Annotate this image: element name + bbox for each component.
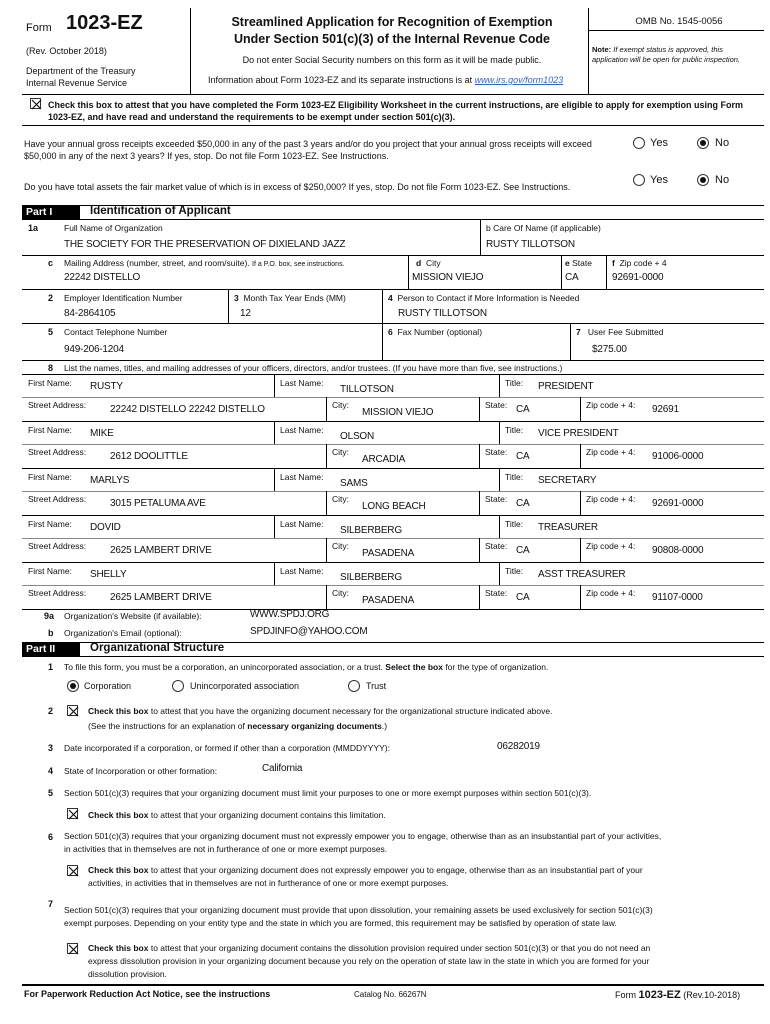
total-assets-no-radio[interactable] — [697, 174, 709, 186]
ssn-notice: Do not enter Social Security numbers on this form as it will be made public. — [242, 55, 542, 65]
officer-zip[interactable]: 90808-0000 — [652, 545, 704, 556]
footer-form-id: Form 1023-EZ (Rev.10-2018) — [615, 989, 741, 1001]
gross-receipts-no-radio[interactable] — [697, 137, 709, 149]
gross-receipts-no-label: No — [715, 137, 730, 149]
purpose-limit-checkbox[interactable] — [67, 808, 78, 819]
eligibility-attest-checkbox[interactable] — [30, 98, 41, 109]
p2-line-3-number: 3 — [48, 743, 54, 753]
empower-question-line1: Section 501(c)(3) requires that your organizing document must not expressly empower you to engage, otherwise than as an insubstantial part of your activities, — [64, 831, 662, 841]
corporation-radio[interactable] — [67, 680, 79, 692]
gross-receipts-question-line2: $50,000 in any of the next 3 years? If yes, stop. Do not file Form 1023-EZ. See Instructions. — [24, 151, 389, 161]
officer-zip-label: Zip code + 4: — [586, 447, 636, 457]
state-label: e State — [565, 258, 592, 268]
officer-first-label: First Name: — [28, 566, 72, 576]
contact-person-label: 4 Person to Contact if More Information is Needed — [388, 293, 580, 303]
organizing-document-text: Check this box to attest that you have the organizing document necessary for the organizational structure indicated above. — [88, 706, 553, 716]
line-5-number: 5 — [48, 327, 54, 337]
check-x-icon — [31, 99, 42, 110]
officer-street-label: Street Address: — [28, 494, 87, 504]
officer-street-label: Street Address: — [28, 447, 87, 457]
officer-street-label: Street Address: — [28, 541, 87, 551]
omb-number: OMB No. 1545-0056 — [635, 16, 723, 27]
check-x-icon — [68, 706, 79, 717]
p2-line-1-number: 1 — [48, 662, 54, 672]
p2-line-5-number: 5 — [48, 788, 54, 798]
officer-street-label: Street Address: — [28, 588, 87, 598]
officer-state-label: State: — [485, 494, 508, 504]
officer-state-label: State: — [485, 447, 508, 457]
line-2-number: 2 — [48, 293, 54, 303]
organizing-document-subtext: (See the instructions for an explanation of necessary organizing documents.) — [88, 721, 388, 731]
officer-city-label: City: — [332, 588, 349, 598]
ein-value[interactable]: 84-2864105 — [64, 308, 116, 319]
form-revision: (Rev. October 2018) — [26, 46, 107, 56]
email-label: Organization's Email (optional): — [64, 628, 182, 638]
part2-title: Organizational Structure — [90, 642, 225, 654]
line-1c-number: c — [48, 258, 54, 268]
phone-value[interactable]: 949-206-1204 — [64, 344, 124, 355]
user-fee-value[interactable]: $275.00 — [592, 344, 627, 355]
public-inspection-note: Note: If exempt status is approved, this application will be open for public inspection. — [592, 45, 741, 64]
officer-street[interactable]: 3015 PETALUMA AVE — [110, 498, 206, 509]
officer-title-label: Title: — [505, 425, 524, 435]
officer-street[interactable]: 2612 DOOLITTLE — [110, 451, 188, 462]
form-title-line1: Streamlined Application for Recognition of Exemption — [231, 15, 553, 29]
officer-city[interactable]: PASADENA — [362, 595, 415, 606]
officer-first-name[interactable]: MIKE — [90, 428, 114, 439]
corporation-label: Corporation — [84, 681, 132, 691]
dissolution-question-line2: exempt purposes. Depending on your entity type and the state in which you are formed, this requirement may be satisfied by operation of state law. — [64, 918, 617, 928]
officer-last-label: Last Name: — [280, 519, 324, 529]
officer-first-name[interactable]: SHELLY — [90, 569, 127, 580]
unincorporated-radio[interactable] — [172, 680, 184, 692]
officer-last-name[interactable]: SAMS — [340, 478, 368, 489]
part2-label: Part II — [22, 642, 80, 656]
department-line2: Internal Revenue Service — [26, 78, 128, 88]
officer-state[interactable]: CA — [516, 404, 530, 415]
eligibility-attest-text: Check this box to attest that you have completed the Form 1023-EZ Eligibility Worksheet in the current instructions, are eligible to apply for exemption using Form 1023-EZ, and have read and understand the requirements to be exempt under section 501(c)(3). — [48, 100, 743, 122]
officer-zip[interactable]: 91006-0000 — [652, 451, 704, 462]
fax-label: 6 Fax Number (optional) — [388, 327, 483, 337]
state-value[interactable]: CA — [565, 272, 579, 283]
mailing-address-value[interactable]: 22242 DISTELLO — [64, 272, 141, 283]
officer-state-label: State: — [485, 400, 508, 410]
officer-city[interactable]: LONG BEACH — [362, 501, 426, 512]
email-value[interactable]: SPDJINFO@YAHOO.COM — [250, 626, 368, 637]
gross-receipts-yes-radio[interactable] — [633, 137, 645, 149]
total-assets-yes-label: Yes — [650, 174, 668, 186]
officers-instruction: List the names, titles, and mailing addresses of your officers, directors, and/or trustees. (If you have more than five, see instructions.) — [64, 363, 563, 373]
tax-year-value[interactable]: 12 — [240, 308, 251, 319]
officer-last-name[interactable]: SILBERBERG — [340, 572, 402, 583]
dissolution-text-line1: Check this box to attest that your organizing document contains the dissolution provision required under section 501(c)(3) or that you do not need an — [88, 943, 651, 953]
line-8-number: 8 — [48, 363, 54, 373]
officer-city[interactable]: ARCADIA — [362, 454, 406, 465]
org-name-value[interactable]: THE SOCIETY FOR THE PRESERVATION OF DIXIELAND JAZZ — [64, 239, 346, 250]
officer-first-label: First Name: — [28, 519, 72, 529]
purpose-limit-text: Check this box to attest that your organizing document contains this limitation. — [88, 810, 386, 820]
p2-line-7-number: 7 — [48, 899, 54, 909]
empower-question-line2: in activities that in themselves are not in furtherance of one or more exempt purposes. — [64, 844, 388, 854]
officer-zip[interactable]: 92691-0000 — [652, 498, 704, 509]
contact-person-value[interactable]: RUSTY TILLOTSON — [398, 308, 487, 319]
officer-last-label: Last Name: — [280, 378, 324, 388]
city-value[interactable]: MISSION VIEJO — [412, 272, 484, 283]
user-fee-label: 7 User Fee Submitted — [576, 327, 664, 337]
unincorporated-label: Unincorporated association — [190, 681, 300, 691]
officer-title-label: Title: — [505, 472, 524, 482]
p2-line-6-number: 6 — [48, 832, 54, 842]
p2-line-2-number: 2 — [48, 706, 54, 716]
officer-street[interactable]: 2625 LAMBERT DRIVE — [110, 545, 212, 556]
officer-zip-label: Zip code + 4: — [586, 400, 636, 410]
form-label: Form — [26, 22, 52, 34]
gross-receipts-question-line1: Have your annual gross receipts exceeded $50,000 in any of the past 3 years and/or do you project that your annual gross receipts will exceed — [24, 139, 592, 149]
officer-zip-label: Zip code + 4: — [586, 588, 636, 598]
tax-year-label: 3 Month Tax Year Ends (MM) — [234, 293, 346, 303]
info-text: Information about Form 1023-EZ and its separate instructions is at www.irs.gov/form1023 — [208, 75, 564, 85]
officer-state[interactable]: CA — [516, 592, 530, 603]
officer-last-name[interactable]: TILLOTSON — [340, 384, 394, 395]
officer-city[interactable]: MISSION VIEJO — [362, 407, 434, 418]
trust-label: Trust — [366, 681, 387, 691]
dissolution-question-line1: Section 501(c)(3) requires that your organizing document must provide that upon dissolution, your remaining assets be used exclusively for section 501(c)(3) — [64, 905, 653, 915]
officer-city-label: City: — [332, 494, 349, 504]
officer-first-label: First Name: — [28, 472, 72, 482]
officer-title[interactable]: TREASURER — [538, 522, 598, 533]
officer-state[interactable]: CA — [516, 498, 530, 509]
officer-state[interactable]: CA — [516, 451, 530, 462]
incorporation-date-value[interactable]: 06282019 — [497, 741, 540, 752]
officer-zip[interactable]: 91107-0000 — [652, 592, 703, 603]
total-assets-no-label: No — [715, 174, 730, 186]
care-of-value[interactable]: RUSTY TILLOTSON — [486, 239, 575, 250]
line-1a-number: 1a — [28, 223, 39, 233]
officer-street[interactable]: 2625 LAMBERT DRIVE — [110, 592, 212, 603]
website-value[interactable]: WWW.SPDJ.ORG — [250, 609, 330, 620]
part1-label: Part I — [22, 205, 80, 219]
officer-zip-label: Zip code + 4: — [586, 541, 636, 551]
line-9b-number: b — [48, 628, 54, 638]
phone-label: Contact Telephone Number — [64, 327, 168, 337]
form-title-line2: Under Section 501(c)(3) of the Internal Revenue Code — [233, 32, 551, 46]
check-x-icon — [68, 944, 79, 955]
state-formation-label: State of Incorporation or other formation: — [64, 766, 218, 776]
officer-first-name[interactable]: DOVID — [90, 522, 121, 533]
officer-title[interactable]: ASST TREASURER — [538, 569, 626, 580]
total-assets-yes-radio[interactable] — [633, 174, 645, 186]
officer-city-label: City: — [332, 447, 349, 457]
state-formation-value[interactable]: California — [262, 763, 303, 774]
empower-text-line1: Check this box to attest that your organizing document does not expressly empower you to engage, otherwise than as an insubstantial part of your — [88, 865, 643, 875]
check-x-icon — [68, 809, 79, 820]
dissolution-text-line2: express dissolution provision in your organizing document because you rely on the operation of state law in the state in which you are formed for your — [88, 956, 650, 966]
part1-title: Identification of Applicant — [90, 205, 231, 217]
officer-state[interactable]: CA — [516, 545, 530, 556]
check-x-icon — [68, 866, 79, 877]
zip-value[interactable]: 92691-0000 — [612, 272, 664, 283]
total-assets-question: Do you have total assets the fair market value of which is in excess of $250,000? If yes, stop. Do not file Form 1023-EZ. See Instructions. — [24, 182, 571, 192]
officer-state-label: State: — [485, 541, 508, 551]
organizing-document-checkbox[interactable] — [67, 705, 78, 716]
instructions-link[interactable]: www.irs.gov/form1023 — [474, 75, 564, 85]
officer-first-name[interactable]: MARLYS — [90, 475, 130, 486]
officer-title-label: Title: — [505, 378, 524, 388]
officer-zip[interactable]: 92691 — [652, 404, 679, 415]
officer-title[interactable]: VICE PRESIDENT — [538, 428, 619, 439]
officer-first-label: First Name: — [28, 425, 72, 435]
officer-last-label: Last Name: — [280, 425, 324, 435]
department-line1: Department of the Treasury — [26, 66, 136, 76]
officer-title[interactable]: PRESIDENT — [538, 381, 594, 392]
officer-title-label: Title: — [505, 519, 524, 529]
org-type-question: To file this form, you must be a corporation, an unincorporated association, or a trust. Select the box for the type of organization. — [64, 662, 549, 672]
dissolution-text-line3: dissolution provision. — [88, 969, 167, 979]
officer-last-label: Last Name: — [280, 566, 324, 576]
purpose-limit-question: Section 501(c)(3) requires that your organizing document must limit your purposes to one or more exempt purposes within section 501(c)(3). — [64, 788, 592, 798]
catalog-number: Catalog No. 66267N — [354, 990, 427, 999]
officer-last-name[interactable]: SILBERBERG — [340, 525, 402, 536]
dissolution-checkbox[interactable] — [67, 943, 78, 954]
paperwork-notice: For Paperwork Reduction Act Notice, see the instructions — [24, 989, 271, 999]
officer-first-label: First Name: — [28, 378, 72, 388]
officer-city[interactable]: PASADENA — [362, 548, 415, 559]
officer-first-name[interactable]: RUSTY — [90, 381, 123, 392]
form-number: 1023-EZ — [66, 12, 143, 34]
officer-title-label: Title: — [505, 566, 524, 576]
officer-last-name[interactable]: OLSON — [340, 431, 375, 442]
officer-zip-label: Zip code + 4: — [586, 494, 636, 504]
care-of-label: b Care Of Name (if applicable) — [486, 223, 601, 233]
ein-label: Employer Identification Number — [64, 293, 183, 303]
mailing-address-label: Mailing Address (number, street, and room/suite). If a P.O. box, see instructions. — [64, 258, 345, 268]
officer-state-label: State: — [485, 588, 508, 598]
zip-label: f Zip code + 4 — [612, 258, 667, 268]
trust-radio[interactable] — [348, 680, 360, 692]
incorporation-date-label: Date incorporated if a corporation, or formed if other than a corporation (MMDDYYYY): — [64, 743, 390, 753]
officer-last-label: Last Name: — [280, 472, 324, 482]
website-label: Organization's Website (if available): — [64, 611, 202, 621]
officer-street-label: Street Address: — [28, 400, 87, 410]
org-name-label: Full Name of Organization — [64, 223, 163, 233]
city-label: d City — [416, 258, 441, 268]
officer-title[interactable]: SECRETARY — [538, 475, 597, 486]
officer-city-label: City: — [332, 400, 349, 410]
empower-text-line2: activities, in activities that in themselves are not in furtherance of one or more exempt purposes. — [88, 878, 449, 888]
p2-line-4-number: 4 — [48, 766, 54, 776]
gross-receipts-yes-label: Yes — [650, 137, 668, 149]
officer-city-label: City: — [332, 541, 349, 551]
line-9a-number: 9a — [44, 611, 55, 621]
empower-checkbox[interactable] — [67, 865, 78, 876]
officer-street[interactable]: 22242 DISTELLO 22242 DISTELLO — [110, 404, 265, 415]
